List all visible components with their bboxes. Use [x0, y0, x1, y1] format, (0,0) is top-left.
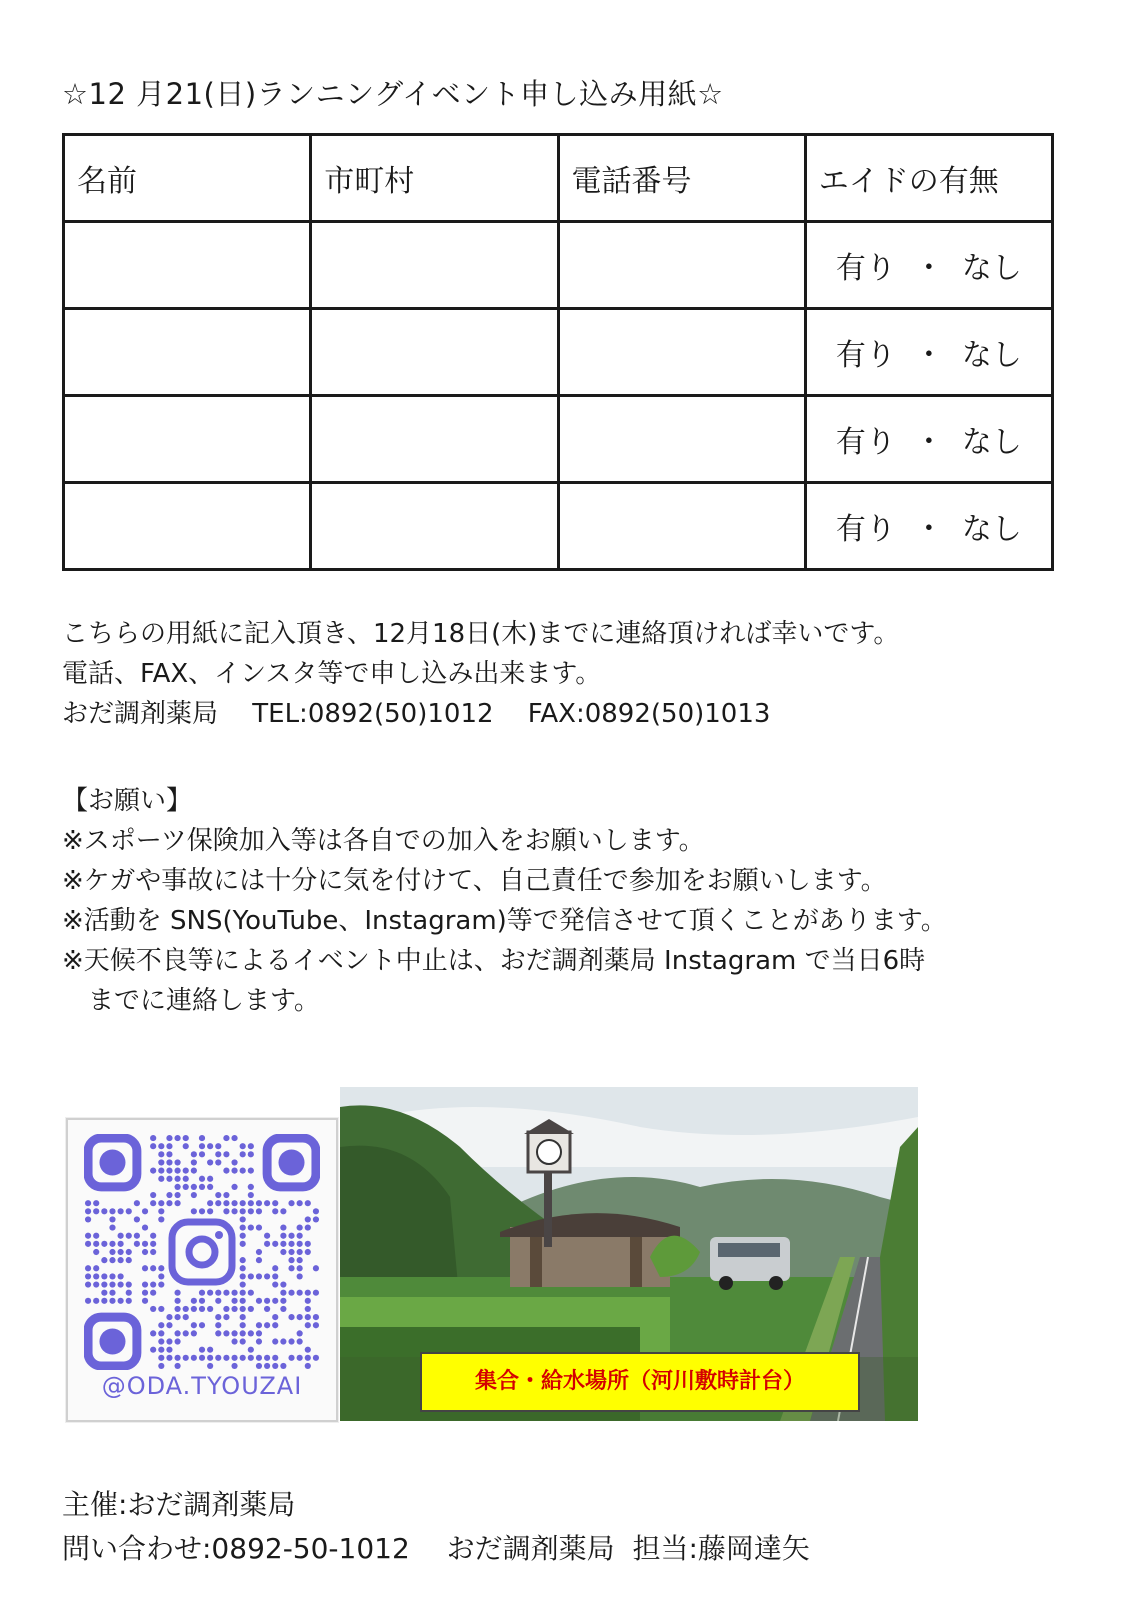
aid-separator: ・: [913, 512, 944, 547]
phone-cell[interactable]: [558, 222, 805, 309]
request-item: までに連絡します。: [62, 986, 320, 1016]
aid-yes-option[interactable]: 有り: [835, 338, 896, 373]
aid-choice-cell[interactable]: [805, 222, 1052, 309]
name-cell[interactable]: [64, 483, 311, 570]
aid-choice-cell[interactable]: [805, 309, 1052, 396]
contact-line: おだ調剤薬局 TEL:0892(50)1012 FAX:0892(50)1013: [62, 699, 771, 729]
phone-cell[interactable]: [558, 396, 805, 483]
table-row: [64, 309, 1053, 396]
aid-separator: ・: [913, 251, 944, 286]
municipality-cell[interactable]: [311, 483, 558, 570]
aid-no-option[interactable]: なし: [961, 425, 1022, 460]
table-row: [64, 483, 1053, 570]
info-paragraph: [62, 614, 899, 734]
meeting-place-caption: 集合・給水場所（河川敷時計台）: [420, 1352, 860, 1412]
municipality-cell[interactable]: [311, 396, 558, 483]
info-line: こちらの用紙に記入頂き、12月18日(木)までに連絡頂ければ幸いです。: [62, 619, 900, 649]
info-line: 電話、FAX、インスタ等で申し込み出来ます。: [62, 659, 602, 689]
aid-choice-cell[interactable]: [805, 396, 1052, 483]
aid-separator: ・: [913, 425, 944, 460]
aid-no-option[interactable]: なし: [961, 251, 1022, 286]
aid-no-option[interactable]: なし: [961, 338, 1022, 373]
requests-heading: 【お願い】: [62, 786, 193, 816]
instagram-qr-card[interactable]: [66, 1118, 338, 1422]
municipality-cell[interactable]: [311, 309, 558, 396]
table-row: [64, 222, 1053, 309]
registration-table: [62, 133, 1054, 571]
aid-separator: ・: [913, 338, 944, 373]
aid-yes-option[interactable]: 有り: [835, 425, 896, 460]
phone-cell[interactable]: [558, 309, 805, 396]
name-cell[interactable]: [64, 309, 311, 396]
meeting-place-photo: [340, 1087, 918, 1421]
page-title: ☆12 月21(日)ランニングイベント申し込み用紙☆: [62, 77, 724, 111]
instagram-qr-code-icon: [84, 1134, 320, 1370]
requests-section: [62, 781, 947, 1021]
inquiry-line: 問い合わせ:0892-50-1012 おだ調剤薬局 担当:藤岡達矢: [62, 1532, 810, 1565]
instagram-handle: @ODA.TYOUZAI: [101, 1372, 303, 1400]
municipality-cell[interactable]: [311, 222, 558, 309]
aid-choice-cell[interactable]: [805, 483, 1052, 570]
aid-yes-option[interactable]: 有り: [835, 512, 896, 547]
organizer-line: 主催:おだ調剤薬局: [62, 1488, 296, 1521]
request-item: ※ケガや事故には十分に気を付けて、自己責任で参加をお願いします。: [62, 866, 887, 896]
name-cell[interactable]: [64, 396, 311, 483]
footer: [62, 1483, 810, 1571]
aid-no-option[interactable]: なし: [961, 512, 1022, 547]
header-name: 名前: [64, 135, 311, 222]
request-item: ※活動を SNS(YouTube、Instagram)等で発信させて頂くことがあります。: [62, 906, 947, 936]
name-cell[interactable]: [64, 222, 311, 309]
request-item: ※スポーツ保険加入等は各自での加入をお願いします。: [62, 826, 705, 856]
header-phone: 電話番号: [558, 135, 805, 222]
phone-cell[interactable]: [558, 483, 805, 570]
table-header-row: [64, 135, 1053, 222]
header-municipality: 市町村: [311, 135, 558, 222]
header-aid: エイドの有無: [805, 135, 1052, 222]
table-row: [64, 396, 1053, 483]
request-item: ※天候不良等によるイベント中止は、おだ調剤薬局 Instagram で当日6時: [62, 946, 926, 976]
aid-yes-option[interactable]: 有り: [835, 251, 896, 286]
